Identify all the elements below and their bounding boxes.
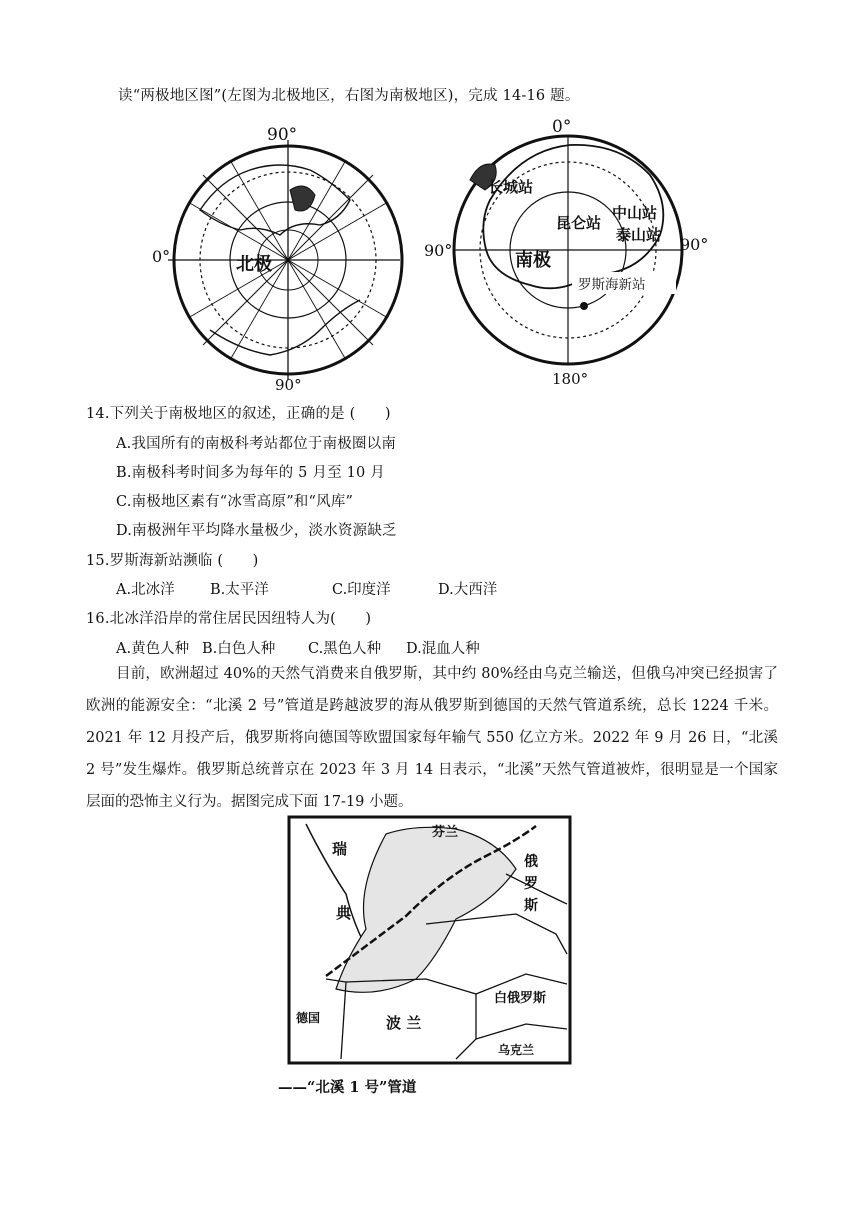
- south-pole-label: 南极: [515, 250, 551, 271]
- north-top-label: 90°: [267, 125, 298, 145]
- label-russia-3: 斯: [524, 898, 538, 914]
- south-right-label: 90°: [680, 235, 709, 254]
- ross-sea-station-dot: [580, 302, 588, 310]
- q16-option-b: B.白色人种: [202, 641, 276, 657]
- q16-option-a: A.黄色人种: [116, 641, 190, 657]
- q14-stem: 14.下列关于南极地区的叙述，正确的是 ( ): [86, 406, 391, 422]
- label-poland: 波 兰: [386, 1014, 422, 1032]
- south-left-label: 90°: [424, 241, 453, 260]
- q16-option-c: C.黑色人种: [308, 641, 382, 657]
- south-bottom-label: 180°: [552, 370, 589, 388]
- station-changcheng: 长城站: [488, 178, 534, 196]
- q14-option-a: A.我国所有的南极科考站都位于南极圈以南: [116, 436, 397, 452]
- label-russia-1: 俄: [524, 854, 538, 870]
- label-germany: 德国: [296, 1011, 321, 1025]
- label-belarus: 白俄罗斯: [494, 991, 547, 1006]
- q14-option-c: C.南极地区素有“冰雪高原”和“风库”: [116, 494, 354, 510]
- north-polar-map: [168, 140, 402, 380]
- q14-option-d: D.南极洲年平均降水量极少，淡水资源缺乏: [116, 523, 397, 539]
- north-left-label: 0°: [152, 247, 171, 266]
- map-legend: ——“北溪 1 号”管道: [278, 1079, 417, 1096]
- q15-option-c: C.印度洋: [332, 582, 391, 598]
- q15-stem: 15.罗斯海新站濒临 ( ): [86, 553, 259, 569]
- q16-option-d: D.混血人种: [406, 641, 480, 657]
- south-top-label: 0°: [552, 117, 572, 137]
- q15-option-a: A.北冰洋: [116, 582, 175, 598]
- ross-sea-station-label: 罗斯海新站: [578, 277, 646, 293]
- q15-options: [116, 578, 497, 599]
- q15-option-b: B.太平洋: [210, 582, 269, 598]
- polar-maps-figure: [0, 100, 860, 390]
- q15-option-d: D.大西洋: [438, 582, 498, 598]
- station-kunlun: 昆仑站: [556, 214, 602, 232]
- south-polar-map: [454, 136, 682, 364]
- station-taishan: 泰山站: [616, 226, 662, 244]
- north-pole-label: 北极: [236, 254, 272, 275]
- label-sweden-2: 典: [336, 904, 352, 922]
- label-finland: 芬兰: [432, 825, 459, 840]
- q14-option-b: B.南极科考时间多为每年的 5 月至 10 月: [116, 465, 385, 481]
- north-bottom-label: 90°: [275, 376, 302, 390]
- passage-text: 目前，欧洲超过 40%的天然气消费来自俄罗斯，其中约 80%经由乌克兰输送，但俄乌冲突已经损害了欧洲的能源安全：“北溪 2 号”管道是跨越波罗的海从俄罗斯到德国的天然气管道系统，总长 1224 千米。2021 年 12 月投产后，俄罗斯将向德国等欧盟国家每年输气 550 亿立方米。2022 年 9 月 26 日，“北溪 2 号”发生爆炸。俄罗斯总统普京在 2023 年 3 月 14 日表示，“北溪”天然气管道被炸，很明显是一个国家层面的恐怖主义行为。据图完成下面 17-19 小题。: [86, 666, 778, 810]
- q16-stem: 16.北冰洋沿岸的常住居民因纽特人为( ): [86, 611, 372, 627]
- label-ukraine: 乌克兰: [498, 1043, 535, 1057]
- label-sweden-1: 瑞: [332, 840, 348, 858]
- q16-options: [116, 637, 480, 658]
- label-russia-2: 罗: [524, 876, 538, 892]
- station-zhongshan: 中山站: [612, 204, 658, 222]
- intro-text: 读“两极地区图”(左图为北极地区，右图为南极地区)，完成 14-16 题。: [118, 88, 580, 104]
- nord-stream-map: [286, 814, 576, 1070]
